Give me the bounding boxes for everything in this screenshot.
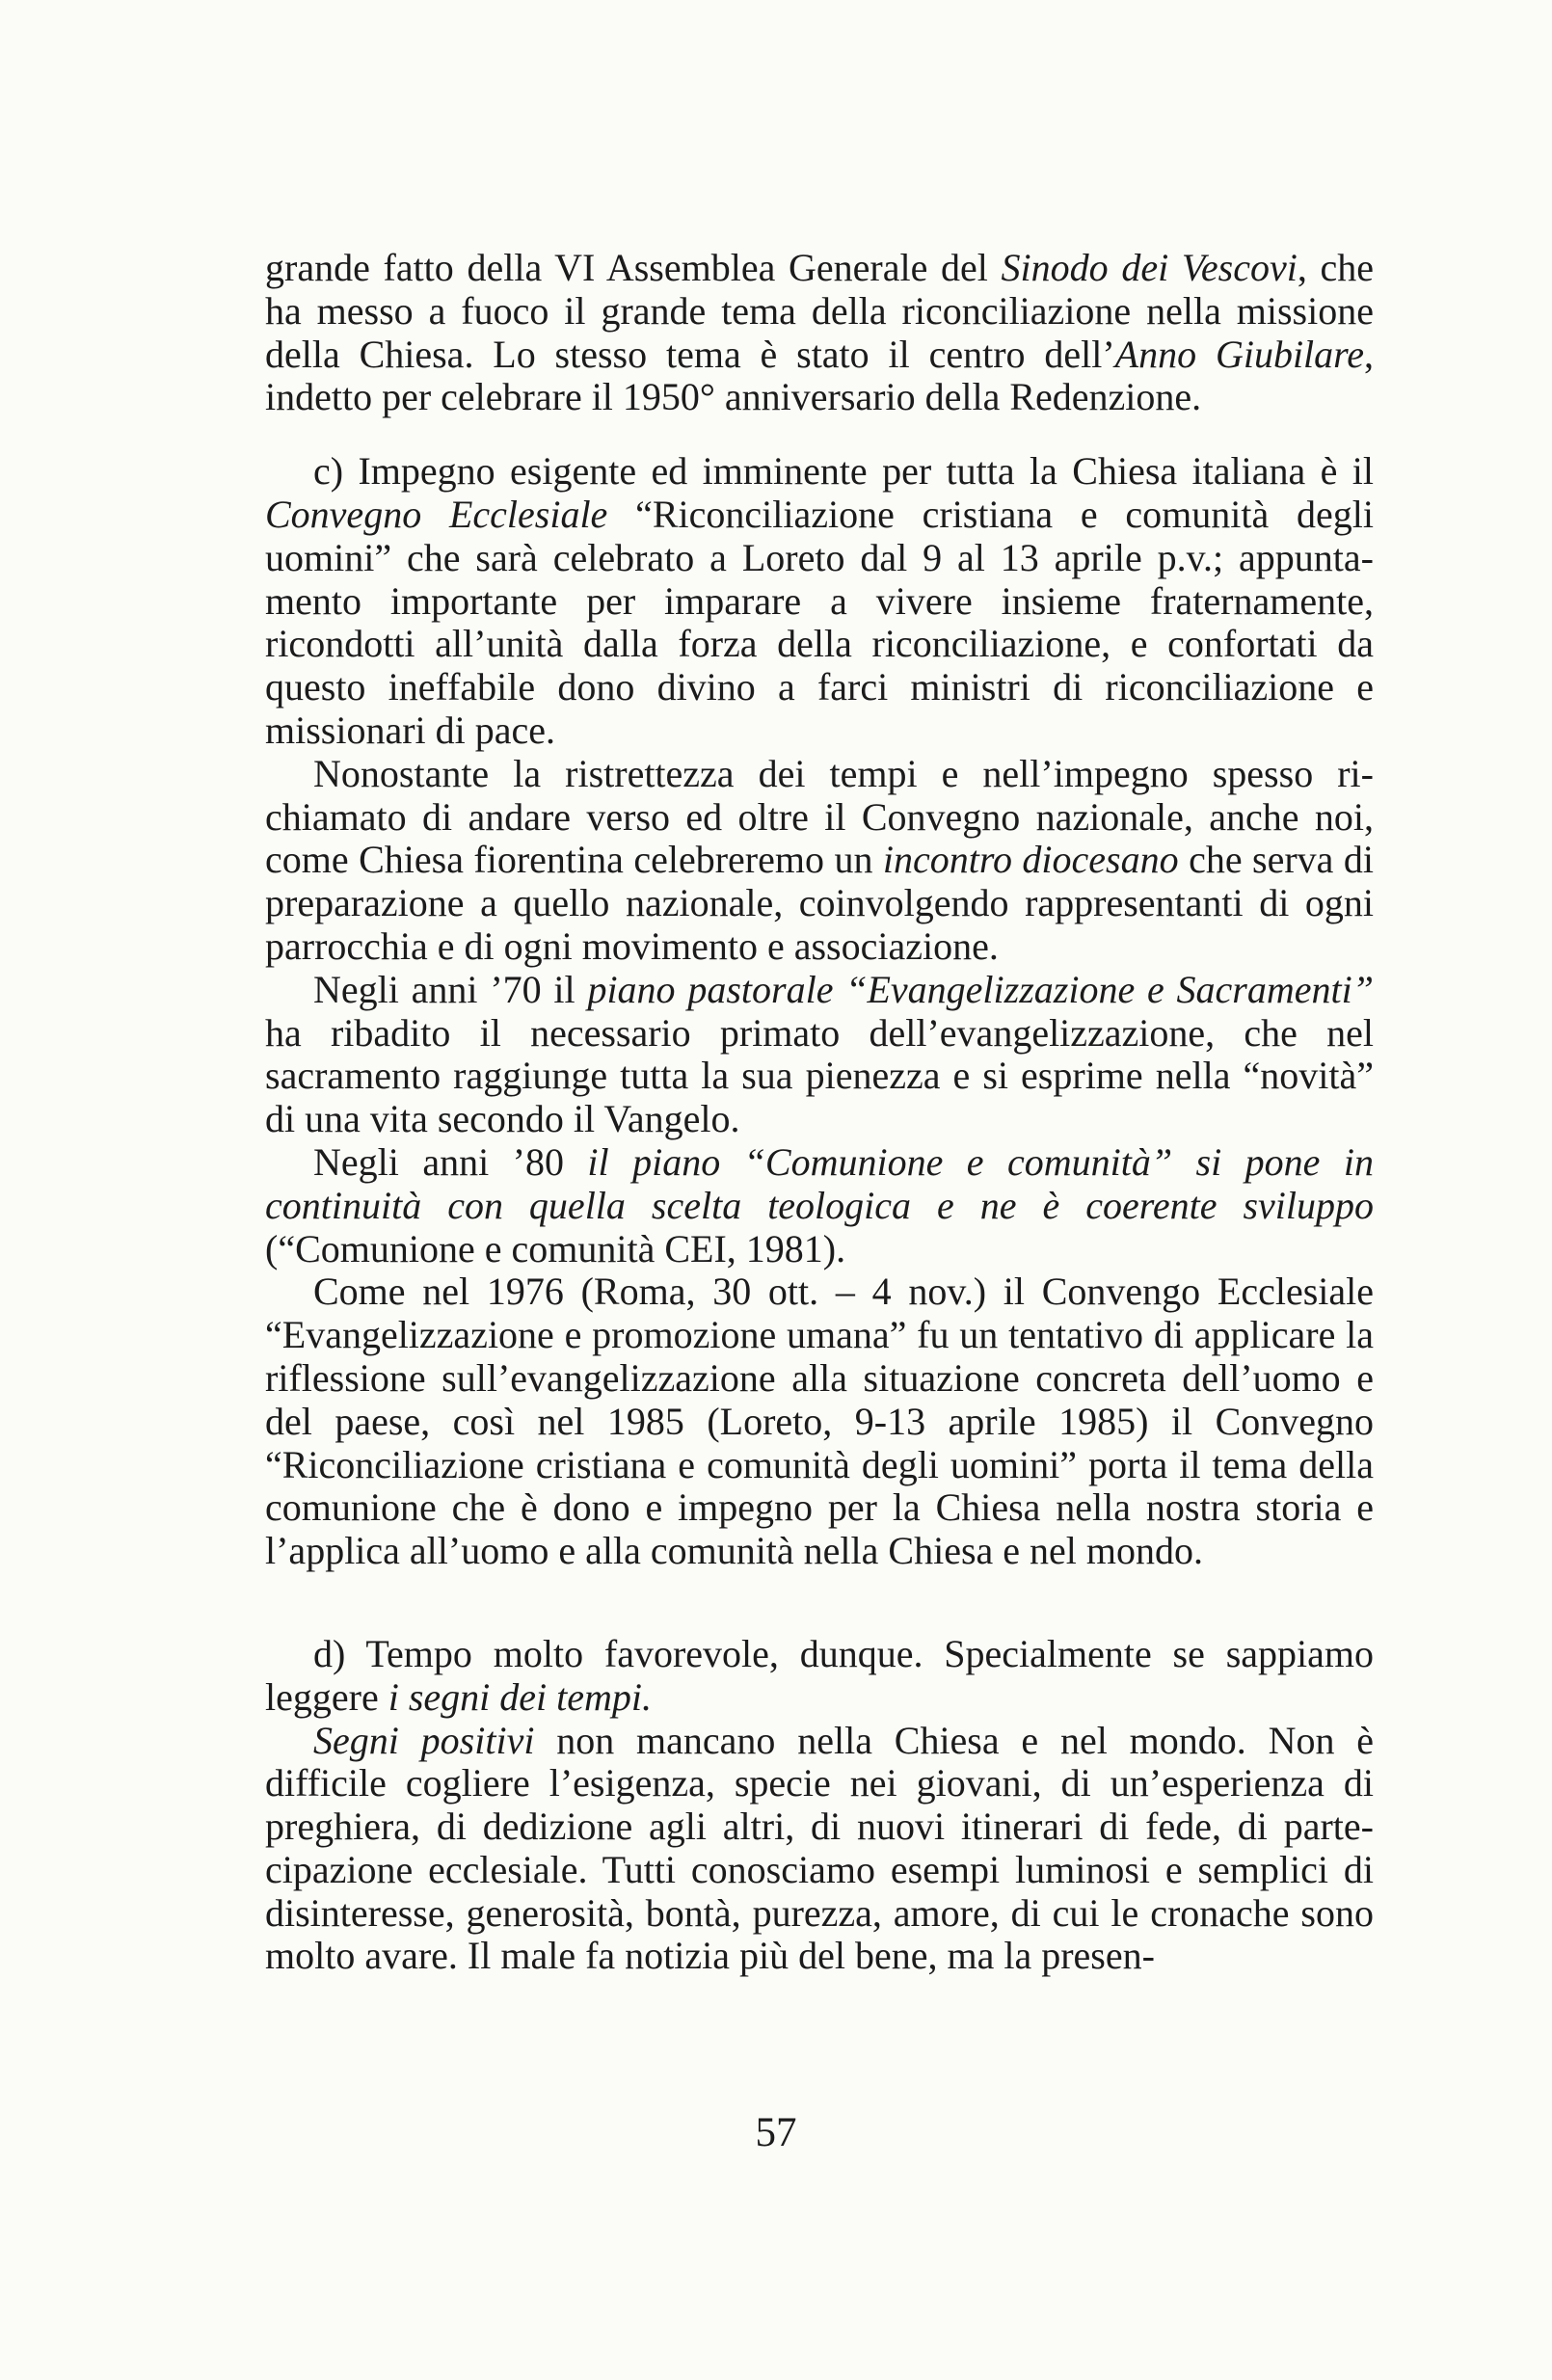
paragraph-segni-positivi bbox=[265, 1720, 1374, 1979]
italic-run: incontro diocesano bbox=[882, 838, 1179, 882]
italic-run: Sinodo dei Vescovi bbox=[1001, 246, 1298, 289]
page-body bbox=[265, 247, 1374, 1978]
text-run: Come nel 1976 (Roma, 30 ott. – 4 nov.) il Convengo Ecclesiale “Evangelizzazione e promozione umana” fu un tentativo di applicare la riflessione sull’evangelizzazione alla situazione concreta dell’uomo e del paese, così nel 1985 (Loreto, 9-13 aprile 1985) il Convegno “Riconciliazione cristiana e comunità degli uomini” porta il tema della comunione che è dono e impegno per la Chiesa nella nostra storia e l’applica all’uomo e alla comunità nella Chiesa e nel mondo. bbox=[265, 1270, 1374, 1573]
text-run: (“Comunione e comunità CEI, 1981). bbox=[265, 1226, 846, 1270]
text-run: Negli anni ’80 bbox=[313, 1139, 588, 1184]
page-number: 57 bbox=[755, 2110, 797, 2155]
text-run: non mancano nella Chiesa e nel mondo. Non è difficile cogliere l’esigenza, specie nei giovani, di un’esperienza di preghiera, di dedizione agli altri, di nuovi itinerari di fede, di partecipazione ecclesiale. Tutti conosciamo esempi luminosi e semplici di disinteresse, generosità, bontà, purezza, amore, di cui le cronache sono molto avare. Il male fa notizia più del bene, ma la presen- bbox=[265, 1718, 1375, 1978]
italic-run: Convegno Ecclesiale bbox=[265, 492, 608, 536]
paragraph-anni-70 bbox=[265, 969, 1374, 1141]
italic-run: i segni dei tempi. bbox=[388, 1674, 652, 1719]
paragraph-convegno-ecclesiale bbox=[265, 450, 1374, 753]
text-run: ha ribadito il necessario primato dell’evangelizzazione, che nel sacramento raggiunge tutta la sua pienezza e si esprime nella “novità” di una vita secondo il Vangelo. bbox=[265, 1010, 1374, 1141]
paragraph-tempo-favorevole bbox=[265, 1633, 1374, 1720]
paragraph-anni-80 bbox=[265, 1141, 1374, 1270]
paragraph-sinodo bbox=[265, 247, 1374, 419]
italic-run: Segni positivi bbox=[313, 1718, 535, 1762]
paragraph-loreto-1985 bbox=[265, 1270, 1374, 1573]
text-run: d) Tempo molto favorevole, dunque. Specialmente se sappiamo leggere bbox=[265, 1631, 1374, 1719]
text-run: “Riconciliazione cristiana e comunità degli uomini” che sarà celebrato a Loreto dal 9 al 13 aprile p.v.; appuntamento importante per imparare a vivere insieme fraternamente, ricondotti all’unità dalla forza della riconciliazione, e confortati da questo ineffabile dono divino a farci ministri di riconciliazione e missionari di pace. bbox=[265, 492, 1374, 752]
text-run: che serva di preparazione a quello nazionale, coinvolgendo rappresentanti di ogni parrocchia e di ogni movimento e associazione. bbox=[265, 838, 1375, 968]
text-run: , che ha messo a fuoco il grande tema della riconciliazione nella missione della Chiesa. Lo stesso tema è stato il centro dell’ bbox=[265, 246, 1374, 376]
text-run: Negli anni ’70 il bbox=[313, 967, 588, 1011]
text-run: c) Impegno esigente ed imminente per tutta la Chiesa italiana è il bbox=[313, 449, 1374, 494]
italic-run: il piano “Comunione e comunità” si pone in continuità con quella scelta teologica e ne è coerente sviluppo bbox=[265, 1139, 1374, 1227]
italic-run: Anno Giubilare bbox=[1114, 332, 1365, 376]
paragraph-incontro-diocesano bbox=[265, 753, 1374, 969]
text-run: Nonostante la ristrettezza dei tempi e nell’impegno spesso richiamato di andare verso ed oltre il Convegno nazionale, anche noi, come Chiesa fiorentina celebreremo un bbox=[265, 751, 1374, 882]
italic-run: piano pastorale “Evangelizzazione e Sacramenti” bbox=[587, 967, 1374, 1011]
text-run: , indetto per celebrare il 1950° anniversario della Redenzione. bbox=[265, 332, 1375, 419]
text-run: grande fatto della VI Assemblea Generale del bbox=[265, 246, 1002, 289]
